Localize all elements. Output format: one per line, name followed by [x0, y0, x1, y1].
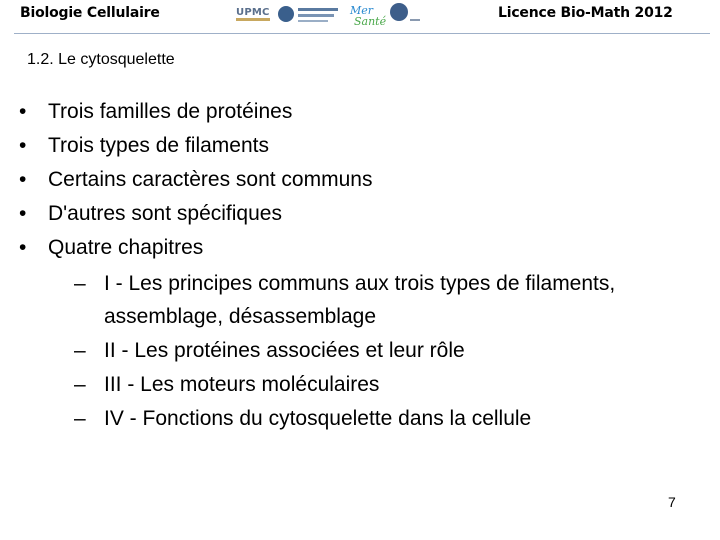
- header-right-title: Licence Bio-Math 2012: [498, 5, 673, 21]
- sub-item-text: assemblage, désassemblage: [104, 305, 376, 328]
- bullet-marker: •: [19, 100, 27, 123]
- sub-item-text: IV - Fonctions du cytosquelette dans la cellule: [104, 407, 532, 430]
- dash-marker: –: [74, 272, 86, 295]
- cnrs-logo-icon: [388, 2, 420, 26]
- bullet-text: Certains caractères sont communs: [48, 168, 373, 191]
- dash-marker: –: [74, 339, 86, 362]
- dash-marker: –: [74, 407, 86, 430]
- sub-item-text: II - Les protéines associées et leur rôle: [104, 339, 465, 362]
- bullet-text: Trois familles de protéines: [48, 100, 293, 123]
- bullet-marker: •: [19, 236, 27, 259]
- dash-marker: –: [74, 373, 86, 396]
- mer-sante-logo-icon: Mer Santé: [350, 4, 387, 28]
- bullet-marker: •: [19, 134, 27, 157]
- station-biologique-logo-icon: [278, 4, 342, 26]
- bullet-text: Trois types de filaments: [48, 134, 269, 157]
- slide-subtitle: 1.2. Le cytosquelette: [27, 51, 175, 68]
- bullet-marker: •: [19, 168, 27, 191]
- header-left-title: Biologie Cellulaire: [20, 5, 160, 21]
- bullet-text: Quatre chapitres: [48, 236, 204, 259]
- bullet-text: D'autres sont spécifiques: [48, 202, 282, 225]
- upmc-logo-icon: UPMC: [236, 7, 270, 21]
- bullet-marker: •: [19, 202, 27, 225]
- page-number: 7: [668, 494, 676, 510]
- header-divider: [14, 33, 710, 34]
- sub-item-text: I - Les principes communs aux trois types de filaments,: [104, 272, 616, 295]
- sub-item-text: III - Les moteurs moléculaires: [104, 373, 380, 396]
